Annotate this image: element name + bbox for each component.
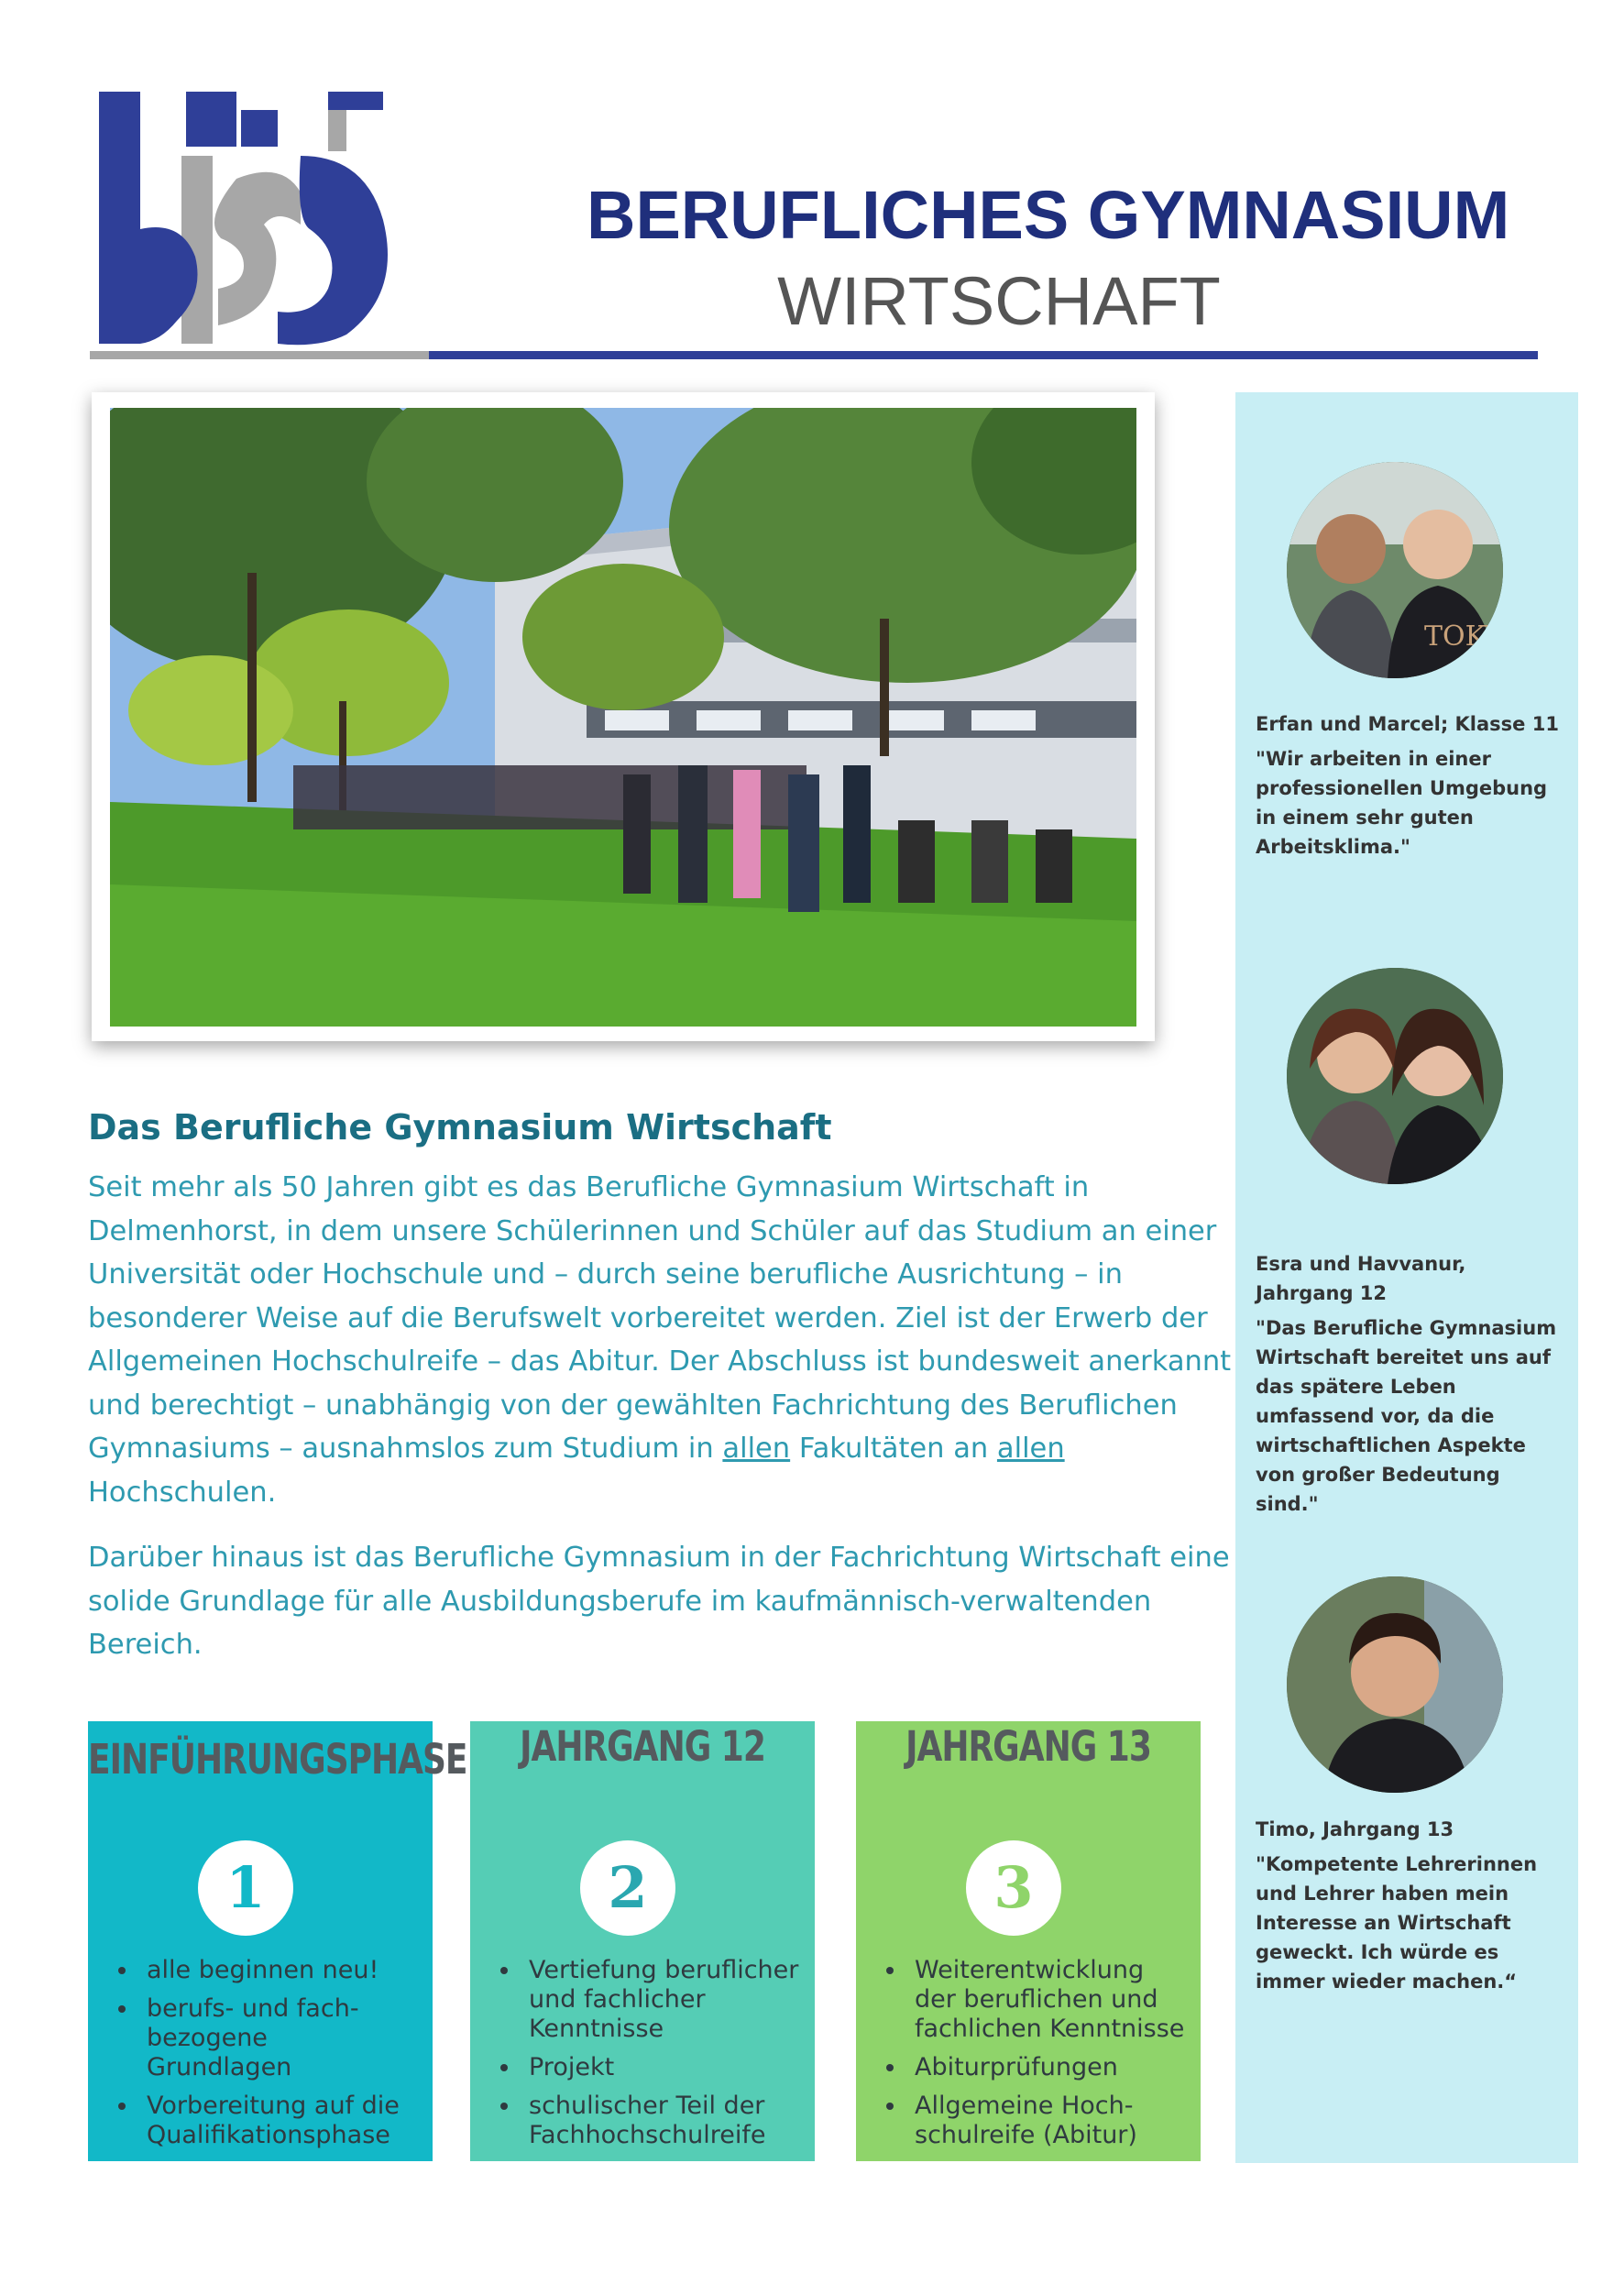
intro-text-part3: Hochschulen. [88, 1476, 277, 1509]
list-item: • Allgemeine Hoch-schulreife (Abitur) [907, 2092, 1188, 2150]
phase-title: JAHRGANG 12 [520, 1723, 765, 1772]
list-item: • Weiterentwicklung der beruflichen und fachlichen Kenntnisse [907, 1956, 1188, 2044]
list-item: • Vorbereitung auf die Qualifikationsphase [139, 2092, 420, 2150]
second-paragraph: Darüber hinaus ist das Berufliche Gymnasium in der Fachrichtung Wirtschaft eine solide Grundlage für alle Ausbildungsberufe im kaufmännisch-verwaltenden Bereich. [88, 1542, 1230, 1661]
phase-number-circle: 3 [966, 1840, 1061, 1936]
intro-text-part1: Seit mehr als 50 Jahren gibt es das Berufliche Gymnasium Wirtschaft in Delmenhorst, in dem unsere Schülerinnen und Schüler auf das Studium an einer Universität oder Hochschule und – durch seine berufliche Ausrichtung – in besonderer Weise auf die Berufswelt vorbereitet werden. Ziel ist der Erwerb der Allgemeinen Hochschulreife – das Abitur. Der Abschluss ist bundesweit anerkannt und berechtigt – unabhängig von der gewählten Fachrichtung des Beruflichen Gymnasiums – ausnahmslos zum Studium in [88, 1171, 1232, 1465]
bbs1-logo [99, 92, 420, 348]
student-photo-erfan-marcel [1287, 462, 1503, 678]
student-photo-timo [1287, 1576, 1503, 1793]
testimonial-2 [1256, 1249, 1567, 1519]
intro-text-part2: Fakultäten an [790, 1433, 997, 1465]
intro-paragraph [88, 1166, 1234, 1514]
phase-box-3 [856, 1721, 1201, 2161]
list-item: • schulischer Teil der Fachhochschulreife [521, 2092, 802, 2150]
underlined-word-allen: allen [722, 1433, 791, 1465]
testimonial-author: Timo, Jahrgang 13 [1256, 1818, 1454, 1840]
phase-box-1 [88, 1721, 467, 2161]
testimonial-quote: "Das Berufliche Gymnasium Wirtschaft bereitet uns auf das spätere Leben umfassend vor, da die wirtschaftlichen Aspekte von großer Bedeutung sind." [1256, 1317, 1557, 1515]
phase-box-2 [470, 1721, 815, 2161]
testimonial-1 [1256, 709, 1567, 862]
header-rule-grey [90, 351, 429, 359]
phase-number-circle: 1 [198, 1840, 293, 1936]
phase-title: JAHRGANG 13 [905, 1723, 1151, 1772]
testimonial-author: Esra und Havvanur, [1256, 1253, 1466, 1275]
testimonial-3 [1256, 1815, 1567, 1996]
phase-list [88, 1956, 433, 2159]
list-item: • berufs- und fach-bezogene Grundlagen [139, 1994, 420, 2082]
list-item: • Vertiefung beruflicher und fachlicher Kenntnisse [521, 1956, 802, 2044]
testimonial-quote: "Kompetente Lehrerinnen und Lehrer haben mein Interesse an Wirtschaft geweckt. Ich würde es immer wieder machen.“ [1256, 1853, 1538, 1993]
testimonial-author-line2: Jahrgang 12 [1256, 1282, 1388, 1304]
testimonial-author: Erfan und Marcel; Klasse 11 [1256, 713, 1559, 735]
phase-list [470, 1956, 815, 2159]
underlined-word-allen-2: allen [996, 1433, 1065, 1465]
section-heading: Das Berufliche Gymnasium Wirtschaft [88, 1107, 832, 1148]
testimonial-sidebar [1235, 392, 1578, 2163]
phase-number-circle: 2 [580, 1840, 675, 1936]
phase-title: EINFÜHRUNGSPHASE [88, 1736, 467, 1784]
list-item: • alle beginnen neu! [139, 1956, 420, 1985]
svg-text:TOKY: TOKY [1424, 620, 1503, 653]
page-subtitle: WIRTSCHAFT [777, 263, 1221, 339]
list-item: • Abiturprüfungen [907, 2053, 1188, 2082]
testimonial-quote: "Wir arbeiten in einer professionellen Umgebung in einem sehr guten Arbeitsklima." [1256, 748, 1548, 858]
schoolyard-photo [110, 408, 1136, 1027]
student-photo-esra-havvanur [1287, 968, 1503, 1184]
page-title: BERUFLICHES GYMNASIUM [587, 177, 1510, 253]
list-item: • Projekt [521, 2053, 802, 2082]
phase-list [856, 1956, 1201, 2159]
header-rule-blue [429, 351, 1538, 359]
